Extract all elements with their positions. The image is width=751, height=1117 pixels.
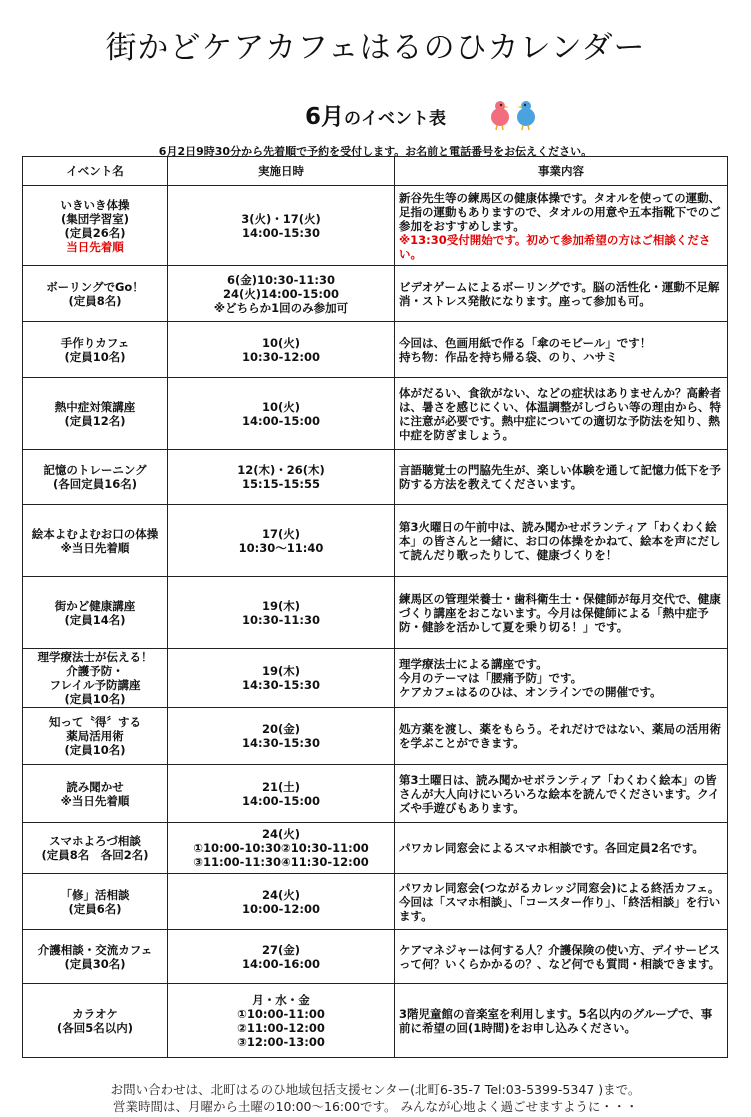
table-row	[23, 765, 728, 823]
event-name-cell	[23, 577, 168, 649]
event-date-line: 19(木)	[261, 664, 300, 678]
event-date-line: 10:30-12:00	[242, 349, 320, 364]
event-date-line: ※どちらか1回のみ参加可	[213, 300, 349, 315]
event-description-cell	[395, 450, 728, 505]
event-date-line: 14:00-15:30	[242, 225, 320, 240]
event-date-line: 6(金)10:30-11:30	[227, 272, 335, 287]
event-description-cell	[395, 984, 728, 1058]
event-name-line: (定員12名)	[64, 413, 126, 428]
event-date-line: ①10:00-11:00	[237, 1006, 325, 1021]
event-date-line: ②11:00-12:00	[237, 1020, 325, 1035]
event-description-cell	[395, 378, 728, 450]
event-name-line: (各回定員16名)	[52, 477, 137, 491]
event-name-line: (定員10名)	[64, 692, 126, 706]
event-description-line: 第3火曜日の午前中は、読み聞かせボランティア「わくわく絵本」の皆さんと一緒に、お口の体操をかねて、絵本を声にだして読んだり歌ったりして、健康づくりを！	[399, 519, 721, 562]
event-name-cell	[23, 984, 168, 1058]
event-date-cell	[168, 984, 395, 1058]
event-date-cell	[168, 874, 395, 930]
event-name-cell	[23, 186, 168, 266]
event-date-line: 14:30-15:30	[242, 736, 320, 750]
event-date-line: 15:15-15:55	[242, 477, 320, 491]
bird-illustration-icon	[486, 97, 542, 131]
reservation-notice: 6月2日9時30分から先着順で予約を受付します。お名前と電話番号をお伝えください。	[158, 145, 593, 158]
event-description-cell	[395, 505, 728, 577]
event-description-line: 処方薬を渡し、薬をもらう。それだけではない、薬局の活用術を学ぶことができます。	[399, 722, 721, 750]
event-name-cell	[23, 874, 168, 930]
table-row	[23, 930, 728, 984]
header-date-time: 実施日時	[168, 157, 395, 186]
event-name-cell	[23, 266, 168, 322]
event-description-cell	[395, 708, 728, 765]
event-date-line: 10(火)	[261, 399, 300, 414]
event-name-line: (定員8名 各回2名)	[41, 848, 149, 862]
event-description-cell	[395, 765, 728, 823]
event-date-line: 14:00-15:00	[242, 793, 320, 808]
event-date-line: 20(金)	[261, 722, 300, 736]
event-description-line: ビデオゲームによるボーリングです。脳の活性化・運動不足解消・ストレス発散になります。座って参加も可。	[399, 279, 720, 308]
heading-month: 6月	[304, 104, 344, 130]
event-description-cell	[395, 577, 728, 649]
event-date-line: ③12:00-13:00	[237, 1034, 325, 1049]
event-table	[22, 156, 728, 1058]
event-description-line: 体がだるい、食欲がない、などの症状はありませんか？高齢者は、暑さを感じにくい、体温調整がしづらい等の理由から、特に注意が必要です。熱中症についての適切な予防法を知り、熱中症を防ぎましょう。	[399, 385, 721, 442]
event-name-line: 「修」活相談	[60, 887, 130, 902]
event-name-line: (各回5名以内)	[56, 1020, 133, 1035]
event-date-line: 10(火)	[261, 335, 300, 350]
event-date-line: 10:30-11:30	[242, 612, 320, 627]
event-name-cell	[23, 649, 168, 708]
event-name-cell	[23, 450, 168, 505]
event-date-line: ③11:00-11:30④11:30-12:00	[193, 855, 369, 869]
event-description-line: 第3土曜日は、読み聞かせボランティア「わくわく絵本」の皆さんが大人向けにいろいろな絵本を読んでくださいます。クイズや手遊びもあります。	[399, 772, 720, 815]
table-row	[23, 450, 728, 505]
table-row	[23, 823, 728, 874]
event-date-line: 24(火)	[261, 827, 300, 841]
contact-footer: お問い合わせは、北町はるのひ地域包括支援センター(北町6-35-7 Tel:03-5399-5347 )まで。	[110, 1082, 641, 1097]
event-date-line: 14:30-15:30	[242, 678, 320, 692]
event-description-cell	[395, 649, 728, 708]
table-header-row	[23, 157, 728, 186]
event-name-line: 手作りカフェ	[60, 335, 130, 350]
event-date-line: 12(木)・26(木)	[237, 463, 325, 477]
event-name-cell	[23, 823, 168, 874]
event-date-line: 14:00-15:00	[242, 413, 320, 428]
event-description-line: 今回は、色画用紙で作る「傘のモビール」です！	[399, 335, 652, 350]
event-description-line: 新谷先生等の練馬区の健康体操です。タオルを使っての運動、足指の運動もありますので、タオルの用意や五本指靴下でのご参加をおすすめします。	[399, 190, 721, 233]
event-date-line: 14:00-16:00	[242, 956, 320, 971]
table-row	[23, 186, 728, 266]
event-description-cell	[395, 266, 728, 322]
event-name-line: 薬局活用術	[66, 729, 124, 743]
event-description-line: 理学療法士による講座です。	[399, 657, 548, 671]
event-date-cell	[168, 505, 395, 577]
event-name-line: いきいき体操	[60, 197, 130, 212]
event-date-cell	[168, 186, 395, 266]
event-name-line: 絵本よむよむお口の体操	[31, 526, 159, 541]
event-description-cell	[395, 874, 728, 930]
hours-footer: 営業時間は、月曜から土曜の10:00～16:00です。 みんなが心地よく過ごせますように・・・	[112, 1099, 639, 1114]
event-description-line: 持ち物：作品を持ち帰る袋、のり、ハサミ	[399, 349, 618, 364]
event-name-note: 当日先着順	[66, 239, 124, 254]
event-date-line: 19(木)	[261, 598, 300, 613]
table-row	[23, 322, 728, 378]
event-name-line: 熱中症対策講座	[54, 399, 136, 414]
event-date-line: 月・水・金	[252, 992, 310, 1007]
event-name-line: 読み聞かせ	[66, 779, 124, 794]
event-name-line: 記憶のトレーニング	[43, 463, 147, 477]
event-date-line: 10:30～11:40	[238, 540, 324, 555]
event-date-cell	[168, 266, 395, 322]
event-name-line: (定員26名)	[64, 225, 126, 240]
table-row	[23, 505, 728, 577]
event-name-cell	[23, 765, 168, 823]
event-name-line: (定員10名)	[64, 349, 126, 364]
event-date-line: 21(土)	[261, 779, 300, 794]
event-description-line: パワカレ同窓会によるスマホ相談です。各回定員2名です。	[399, 841, 704, 855]
event-name-line: (集団学習室)	[60, 211, 129, 226]
event-description-line: 3階児童館の音楽室を利用します。5名以内のグループで、事前に希望の回(1時間)をお申し込みください。	[399, 1006, 713, 1035]
event-date-line: 10:00-12:00	[242, 901, 320, 916]
event-name-line: フレイル予防講座	[49, 678, 141, 692]
event-name-cell	[23, 505, 168, 577]
event-name-line: カラオケ	[72, 1006, 118, 1021]
event-name-cell	[23, 708, 168, 765]
event-description-line: ケアマネジャーは何する人？介護保険の使い方、デイサービスって何？いくらかかるの？、など何でも質問・相談できます。	[399, 942, 721, 971]
header-event-name: イベント名	[23, 157, 168, 186]
event-date-line: 24(火)14:00-15:00	[223, 286, 339, 301]
header-description: 事業内容	[395, 157, 728, 186]
event-name-line: 介護予防・	[66, 664, 124, 678]
event-description-cell	[395, 322, 728, 378]
event-description-line: 言語聴覚士の門脇先生が、楽しい体験を通して記憶力低下を予防する方法を教えてくださいます。	[399, 463, 721, 491]
event-description-cell	[395, 186, 728, 266]
event-description-line: 練馬区の管理栄養士・歯科衛生士・保健師が毎月交代で、健康づくり講座をおこないます。今月は保健師による「熱中症予防・健診を活かして夏を乗り切る！」です。	[399, 591, 721, 634]
event-date-line: 17(火)	[261, 526, 300, 541]
event-description-line: 今月のテーマは「腰痛予防」です。	[399, 671, 583, 685]
event-date-cell	[168, 823, 395, 874]
event-name-cell	[23, 378, 168, 450]
event-description-line: パワカレ同窓会(つながるカレッジ同窓会)による終活カフェ。今回は「スマホ相談」、「コースター作り」、「終活相談」を行います。	[399, 880, 721, 923]
event-date-line: ①10:00-10:30②10:30-11:00	[193, 841, 369, 855]
event-date-line: 27(金)	[261, 942, 300, 957]
event-name-line: ※当日先着順	[60, 793, 130, 808]
event-date-cell	[168, 378, 395, 450]
event-name-cell	[23, 930, 168, 984]
event-date-cell	[168, 577, 395, 649]
event-name-line: 理学療法士が伝える！	[37, 650, 153, 664]
event-date-cell	[168, 708, 395, 765]
table-row	[23, 708, 728, 765]
event-name-line: ボーリングでGo！	[46, 279, 144, 294]
event-description-note: ※13:30受付開始です。初めて参加希望の方はご相談ください。	[399, 232, 711, 261]
event-description-line: ケアカフェはるのひは、オンラインでの開催です。	[399, 685, 662, 699]
event-date-line: 24(火)	[261, 887, 300, 902]
event-name-line: 介護相談・交流カフェ	[37, 942, 153, 957]
event-name-line: 知って〝得〞する	[49, 715, 141, 729]
table-row	[23, 266, 728, 322]
table-row	[23, 984, 728, 1058]
heading-rest: のイベント表	[344, 109, 446, 129]
event-date-cell	[168, 765, 395, 823]
event-date-cell	[168, 450, 395, 505]
event-table-heading	[0, 98, 751, 131]
event-name-line: (定員30名)	[64, 956, 126, 971]
event-date-cell	[168, 322, 395, 378]
event-name-line: (定員10名)	[64, 743, 126, 757]
event-name-line: (定員8名)	[68, 293, 122, 308]
table-row	[23, 874, 728, 930]
table-row	[23, 649, 728, 708]
event-date-cell	[168, 930, 395, 984]
event-name-line: ※当日先着順	[60, 540, 130, 555]
event-name-line: 街かど健康講座	[54, 598, 136, 613]
page-title: 街かどケアカフェはるのひカレンダー	[105, 30, 646, 66]
event-description-cell	[395, 930, 728, 984]
event-description-cell	[395, 823, 728, 874]
table-row	[23, 577, 728, 649]
event-date-line: 3(火)・17(火)	[241, 211, 321, 226]
event-name-line: (定員14名)	[64, 612, 126, 627]
event-name-cell	[23, 322, 168, 378]
event-name-line: スマホよろづ相談	[49, 834, 141, 848]
table-row	[23, 378, 728, 450]
event-name-line: (定員6名)	[68, 901, 122, 916]
event-date-cell	[168, 649, 395, 708]
